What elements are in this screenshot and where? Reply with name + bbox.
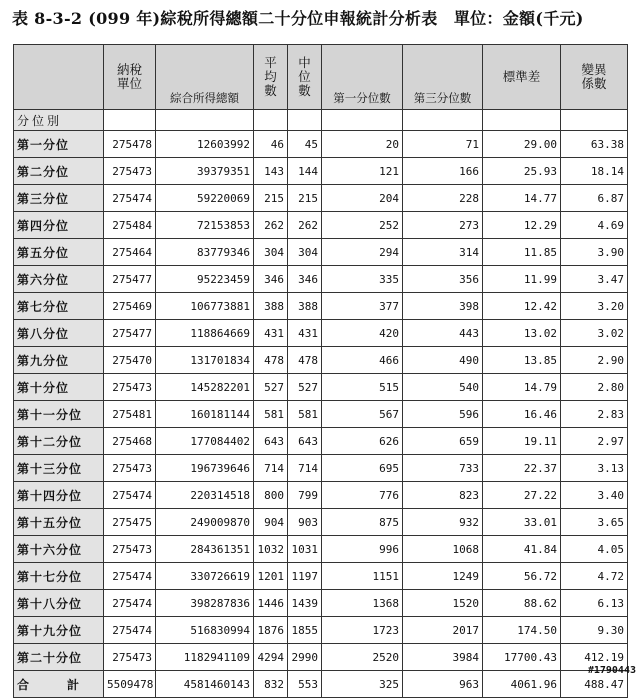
cell-std: 27.22 (483, 482, 561, 509)
cell-mean: 215 (254, 185, 288, 212)
cell-mean: 304 (254, 239, 288, 266)
cell-q1: 204 (322, 185, 403, 212)
cell-q1: 20 (322, 131, 403, 158)
cell-cv: 18.14 (561, 158, 628, 185)
cell-std: 88.62 (483, 590, 561, 617)
row-label: 第十六分位 (14, 536, 104, 563)
table-row (14, 158, 628, 185)
cell-mean: 1446 (254, 590, 288, 617)
cell-q3: 1068 (403, 536, 483, 563)
cell-q3: 2017 (403, 617, 483, 644)
cell-std: 29.00 (483, 131, 561, 158)
cell-std: 25.93 (483, 158, 561, 185)
table-header (14, 45, 628, 110)
cell-q3: 1249 (403, 563, 483, 590)
cell-q1: 515 (322, 374, 403, 401)
total-total-income: 4581460143 (156, 671, 254, 698)
row-label: 第十三分位 (14, 455, 104, 482)
cell-mean: 1032 (254, 536, 288, 563)
cell-taxpayers: 275473 (104, 455, 156, 482)
cell-q1: 377 (322, 293, 403, 320)
cell-q3: 443 (403, 320, 483, 347)
header-q3: 第三分位數 (403, 45, 483, 110)
cell-median: 1439 (288, 590, 322, 617)
cell-q3: 932 (403, 509, 483, 536)
cell-cv: 3.20 (561, 293, 628, 320)
cell-taxpayers: 275473 (104, 536, 156, 563)
cell-q1: 294 (322, 239, 403, 266)
cell-total-income: 249009870 (156, 509, 254, 536)
cell-taxpayers: 275474 (104, 185, 156, 212)
row-label: 第十四分位 (14, 482, 104, 509)
cell-cv: 3.65 (561, 509, 628, 536)
table-row (14, 536, 628, 563)
header-cv: 變異係數 (561, 45, 628, 110)
row-label: 第八分位 (14, 320, 104, 347)
cell-q1: 121 (322, 158, 403, 185)
row-label: 第四分位 (14, 212, 104, 239)
table-row (14, 185, 628, 212)
table-body (14, 110, 628, 698)
row-label: 第一分位 (14, 131, 104, 158)
cell-taxpayers: 275473 (104, 374, 156, 401)
cell-q3: 596 (403, 401, 483, 428)
total-q1: 325 (322, 671, 403, 698)
cell-cv: 412.19 (561, 644, 628, 671)
cell-cv: 6.13 (561, 590, 628, 617)
cell-cv: 4.05 (561, 536, 628, 563)
cell-total-income: 220314518 (156, 482, 254, 509)
cell-total-income: 145282201 (156, 374, 254, 401)
cell-q1: 776 (322, 482, 403, 509)
table-row (14, 266, 628, 293)
cell-q1: 626 (322, 428, 403, 455)
cell-cv: 3.47 (561, 266, 628, 293)
cell-std: 13.85 (483, 347, 561, 374)
cell-q3: 273 (403, 212, 483, 239)
row-label: 第九分位 (14, 347, 104, 374)
cell-median: 1855 (288, 617, 322, 644)
header-std: 標準差 (483, 45, 561, 110)
cell-median: 388 (288, 293, 322, 320)
cell-q3: 823 (403, 482, 483, 509)
cell-total-income: 106773881 (156, 293, 254, 320)
cell-q1: 1368 (322, 590, 403, 617)
cell-total-income: 12603992 (156, 131, 254, 158)
cell-cv: 2.80 (561, 374, 628, 401)
cell-total-income: 83779346 (156, 239, 254, 266)
cell-std: 11.85 (483, 239, 561, 266)
table-row (14, 644, 628, 671)
total-q3: 963 (403, 671, 483, 698)
cell-total-income: 95223459 (156, 266, 254, 293)
cell-taxpayers: 275474 (104, 482, 156, 509)
row-label: 第十五分位 (14, 509, 104, 536)
cell-std: 56.72 (483, 563, 561, 590)
total-mean: 832 (254, 671, 288, 698)
cell-mean: 1201 (254, 563, 288, 590)
cell-mean: 800 (254, 482, 288, 509)
cell-std: 17700.43 (483, 644, 561, 671)
cell-std: 11.99 (483, 266, 561, 293)
cell-total-income: 131701834 (156, 347, 254, 374)
cell-mean: 346 (254, 266, 288, 293)
cell-cv: 3.40 (561, 482, 628, 509)
cell-total-income: 72153853 (156, 212, 254, 239)
cell-total-income: 330726619 (156, 563, 254, 590)
row-label: 第三分位 (14, 185, 104, 212)
cell-median: 431 (288, 320, 322, 347)
cell-cv: 2.97 (561, 428, 628, 455)
table-row (14, 428, 628, 455)
cell-median: 215 (288, 185, 322, 212)
cell-median: 346 (288, 266, 322, 293)
cell-taxpayers: 275484 (104, 212, 156, 239)
cell-mean: 431 (254, 320, 288, 347)
cell-taxpayers: 275470 (104, 347, 156, 374)
table-row (14, 455, 628, 482)
cell-taxpayers: 275477 (104, 266, 156, 293)
cell-taxpayers: 275464 (104, 239, 156, 266)
section-row (14, 110, 628, 131)
header-mean: 平均數 (254, 45, 288, 110)
row-label: 第七分位 (14, 293, 104, 320)
cell-q3: 733 (403, 455, 483, 482)
cell-median: 1031 (288, 536, 322, 563)
cell-median: 262 (288, 212, 322, 239)
table-row (14, 617, 628, 644)
cell-std: 16.46 (483, 401, 561, 428)
cell-q1: 466 (322, 347, 403, 374)
cell-taxpayers: 275474 (104, 590, 156, 617)
row-label: 第十二分位 (14, 428, 104, 455)
table-row (14, 239, 628, 266)
cell-cv: 3.90 (561, 239, 628, 266)
cell-cv: 9.30 (561, 617, 628, 644)
cell-mean: 478 (254, 347, 288, 374)
cell-q1: 252 (322, 212, 403, 239)
cell-q1: 420 (322, 320, 403, 347)
cell-total-income: 196739646 (156, 455, 254, 482)
cell-median: 643 (288, 428, 322, 455)
cell-cv: 4.72 (561, 563, 628, 590)
cell-total-income: 177084402 (156, 428, 254, 455)
table-row (14, 293, 628, 320)
header-taxpayers: 納稅單位 (104, 45, 156, 110)
table-row (14, 563, 628, 590)
cell-total-income: 39379351 (156, 158, 254, 185)
cell-q3: 71 (403, 131, 483, 158)
cell-q1: 1723 (322, 617, 403, 644)
corner-cell (14, 45, 104, 110)
row-label: 第十分位 (14, 374, 104, 401)
cell-taxpayers: 275481 (104, 401, 156, 428)
cell-q1: 2520 (322, 644, 403, 671)
cell-taxpayers: 275473 (104, 644, 156, 671)
total-label-a: 合 (17, 677, 31, 692)
cell-mean: 4294 (254, 644, 288, 671)
total-taxpayers: 5509478 (104, 671, 156, 698)
serial-number: #1790443 (587, 665, 636, 676)
cell-mean: 581 (254, 401, 288, 428)
row-label: 第五分位 (14, 239, 104, 266)
table-row (14, 320, 628, 347)
total-label-b: 計 (66, 677, 80, 692)
cell-cv: 2.83 (561, 401, 628, 428)
cell-std: 14.77 (483, 185, 561, 212)
total-label (14, 671, 104, 698)
cell-total-income: 118864669 (156, 320, 254, 347)
table-row (14, 347, 628, 374)
cell-taxpayers: 275478 (104, 131, 156, 158)
cell-taxpayers: 275474 (104, 563, 156, 590)
cell-mean: 527 (254, 374, 288, 401)
cell-q1: 1151 (322, 563, 403, 590)
cell-q3: 356 (403, 266, 483, 293)
cell-q3: 659 (403, 428, 483, 455)
header-total-income: 綜合所得總額 (156, 45, 254, 110)
cell-mean: 143 (254, 158, 288, 185)
cell-q3: 314 (403, 239, 483, 266)
row-label: 第十八分位 (14, 590, 104, 617)
row-label: 第十七分位 (14, 563, 104, 590)
cell-std: 13.02 (483, 320, 561, 347)
cell-median: 478 (288, 347, 322, 374)
table-row (14, 509, 628, 536)
cell-median: 581 (288, 401, 322, 428)
cell-total-income: 398287836 (156, 590, 254, 617)
cell-median: 1197 (288, 563, 322, 590)
cell-cv: 4.69 (561, 212, 628, 239)
cell-q1: 875 (322, 509, 403, 536)
cell-q3: 3984 (403, 644, 483, 671)
cell-taxpayers: 275473 (104, 158, 156, 185)
table-row (14, 131, 628, 158)
total-median: 553 (288, 671, 322, 698)
cell-q1: 996 (322, 536, 403, 563)
cell-taxpayers: 275474 (104, 617, 156, 644)
table-row (14, 590, 628, 617)
cell-cv: 3.02 (561, 320, 628, 347)
cell-q3: 490 (403, 347, 483, 374)
cell-taxpayers: 275468 (104, 428, 156, 455)
cell-mean: 1876 (254, 617, 288, 644)
cell-median: 714 (288, 455, 322, 482)
section-label: 分位別 (14, 110, 104, 131)
cell-mean: 904 (254, 509, 288, 536)
cell-q1: 695 (322, 455, 403, 482)
cell-std: 12.29 (483, 212, 561, 239)
cell-median: 144 (288, 158, 322, 185)
cell-q3: 166 (403, 158, 483, 185)
cell-mean: 262 (254, 212, 288, 239)
cell-median: 527 (288, 374, 322, 401)
cell-q1: 567 (322, 401, 403, 428)
total-row (14, 671, 628, 698)
table-title: 表 8-3-2 (099 年)綜稅所得總額二十分位申報統計分析表 單位：金額(千元) (12, 9, 584, 28)
cell-total-income: 516830994 (156, 617, 254, 644)
cell-taxpayers: 275475 (104, 509, 156, 536)
cell-std: 33.01 (483, 509, 561, 536)
table-row (14, 401, 628, 428)
cell-mean: 46 (254, 131, 288, 158)
row-label: 第二十分位 (14, 644, 104, 671)
header-q1: 第一分位數 (322, 45, 403, 110)
cell-q3: 1520 (403, 590, 483, 617)
cell-std: 41.84 (483, 536, 561, 563)
row-label: 第十九分位 (14, 617, 104, 644)
header-median: 中位數 (288, 45, 322, 110)
cell-std: 19.11 (483, 428, 561, 455)
cell-total-income: 284361351 (156, 536, 254, 563)
cell-total-income: 1182941109 (156, 644, 254, 671)
table-row (14, 374, 628, 401)
cell-mean: 714 (254, 455, 288, 482)
cell-median: 2990 (288, 644, 322, 671)
cell-cv: 6.87 (561, 185, 628, 212)
cell-std: 14.79 (483, 374, 561, 401)
total-std: 4061.96 (483, 671, 561, 698)
table-row (14, 482, 628, 509)
cell-median: 45 (288, 131, 322, 158)
cell-std: 12.42 (483, 293, 561, 320)
row-label: 第二分位 (14, 158, 104, 185)
cell-taxpayers: 275477 (104, 320, 156, 347)
cell-mean: 388 (254, 293, 288, 320)
cell-std: 174.50 (483, 617, 561, 644)
cell-mean: 643 (254, 428, 288, 455)
cell-q3: 228 (403, 185, 483, 212)
cell-median: 304 (288, 239, 322, 266)
row-label: 第十一分位 (14, 401, 104, 428)
cell-cv: 63.38 (561, 131, 628, 158)
cell-taxpayers: 275469 (104, 293, 156, 320)
cell-total-income: 59220069 (156, 185, 254, 212)
cell-total-income: 160181144 (156, 401, 254, 428)
cell-q1: 335 (322, 266, 403, 293)
cell-cv: 3.13 (561, 455, 628, 482)
cell-median: 903 (288, 509, 322, 536)
cell-std: 22.37 (483, 455, 561, 482)
total-cv: 488.47 (561, 671, 628, 698)
table-row (14, 212, 628, 239)
cell-cv: 2.90 (561, 347, 628, 374)
cell-q3: 540 (403, 374, 483, 401)
cell-q3: 398 (403, 293, 483, 320)
statistics-table (13, 44, 628, 698)
cell-median: 799 (288, 482, 322, 509)
row-label: 第六分位 (14, 266, 104, 293)
